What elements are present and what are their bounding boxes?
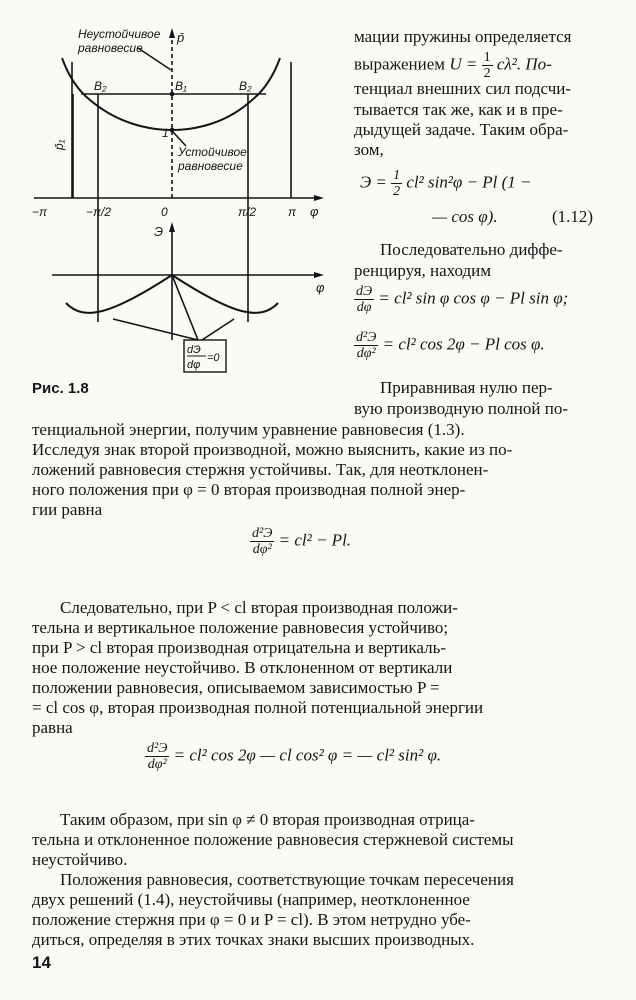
eq112-number: (1.12) xyxy=(552,207,594,226)
label-stable: Устойчивое xyxy=(178,145,247,159)
d2-frac xyxy=(354,330,378,361)
label-stable-2: равновесие xyxy=(178,159,243,173)
label-unstable-2: равновесие xyxy=(78,41,143,55)
body-p2-line-4: ное положение неустойчиво. В отклоненном от вертикали xyxy=(32,658,453,677)
derivative-1-equation xyxy=(354,284,568,315)
d2-rhs: = cl² cos 2φ − Pl cos φ. xyxy=(382,334,545,354)
stable-pointer xyxy=(173,132,186,146)
tick-pi: π xyxy=(288,205,297,219)
phi-arrow-top xyxy=(314,195,324,201)
body-p2-line-1: Следовательно, при P < cl вторая производная положи- xyxy=(60,598,458,617)
deriv-box-den: dφ xyxy=(187,359,201,371)
right-line-6: зом, xyxy=(354,140,384,159)
right-line-1: мации пружины определяется xyxy=(354,27,572,46)
d1-rhs: = cl² sin φ cos φ − Pl sin φ; xyxy=(378,288,569,308)
tick-neg-pi2: −π/2 xyxy=(86,205,112,219)
eqA-num: d²Э xyxy=(252,526,273,541)
d1-num: dЭ xyxy=(356,284,373,299)
equation-1-12-line-1 xyxy=(360,168,532,199)
label-unstable: Неустойчивое xyxy=(78,27,161,41)
right-para3-line-2: вую производную полной по- xyxy=(354,399,568,418)
label-point-1: 1 xyxy=(162,126,169,140)
d2-num: d²Э xyxy=(356,330,377,345)
page-number: 14 xyxy=(32,953,51,972)
frac-num: 1 xyxy=(483,50,491,65)
eq112-den: 2 xyxy=(393,184,401,199)
tick-zero: 0 xyxy=(161,205,168,219)
figure-caption: Рис. 1.8 xyxy=(32,380,89,397)
body-p1-line-1: тенциальной энергии, получим уравнение равновесия (1.3). xyxy=(32,420,465,439)
frac-den: 2 xyxy=(483,66,491,81)
body-p2-line-7: равна xyxy=(32,718,73,737)
label-b1: B₁ xyxy=(175,79,187,93)
unstable-pointer xyxy=(138,48,171,70)
eq112-b: cl² sin²φ − Pl (1 − xyxy=(406,172,532,192)
point-1 xyxy=(170,128,175,133)
eqB-num: d²Э xyxy=(147,741,168,756)
point-b1 xyxy=(170,92,175,97)
e-arrow xyxy=(169,222,175,232)
body-p4-line-4: диться, определяя в этих точках знаки высших производных. xyxy=(32,930,475,949)
right-para3-line-1: Приравнивая нулю пер- xyxy=(380,378,553,397)
label-p1: p̄₁ xyxy=(52,139,66,150)
body-p2-line-5: положении равновесия, описываемом зависимостью P = xyxy=(32,678,440,697)
eq112-frac xyxy=(391,168,402,199)
deriv-box-num: dЭ xyxy=(187,344,201,356)
eq112-num: 1 xyxy=(393,168,401,183)
right-line-2-post: cλ². По- xyxy=(496,54,552,74)
body-p4-line-2: двух решений (1.4), неустойчивы (например, неотклоненное xyxy=(32,890,470,909)
label-b2-left: B₂ xyxy=(94,79,107,93)
right-line-5: дыдущей задаче. Таким обра- xyxy=(354,120,569,139)
tick-pi2: π/2 xyxy=(238,205,257,219)
body-p3-line-3: неустойчиво. xyxy=(32,850,128,869)
body-p1-line-4: ного положения при φ = 0 вторая производная полной энер- xyxy=(32,480,466,499)
derivative-2-equation xyxy=(354,330,545,361)
equation-1-12-line-2 xyxy=(432,207,594,227)
d1-den: dφ xyxy=(356,300,372,315)
label-b2-right: B₂ xyxy=(239,79,252,93)
figure-1-8 xyxy=(26,22,356,402)
d2-den: dφ² xyxy=(356,346,376,361)
right-line-2-frac xyxy=(482,50,493,81)
leader-1 xyxy=(113,319,198,340)
p-arrow xyxy=(169,28,175,38)
equation-b xyxy=(145,741,441,772)
right-line-2 xyxy=(354,50,552,81)
right-para2-line-1: Последовательно диффе- xyxy=(380,240,563,259)
body-p4-line-1: Положения равновесия, соответствующие точкам пересечения xyxy=(60,870,514,889)
eqA-frac xyxy=(250,526,274,557)
eqB-frac xyxy=(145,741,169,772)
leader-3 xyxy=(202,319,234,340)
leader-2 xyxy=(172,275,198,340)
body-p3-line-2: тельна и отклоненное положение равновесия стержневой системы xyxy=(32,830,514,849)
eqB-rhs: = cl² cos 2φ — cl cos² φ = — cl² sin² φ. xyxy=(173,745,442,765)
right-line-3: тенциал внешних сил подсчи- xyxy=(354,79,572,98)
tick-neg-pi: −π xyxy=(32,205,48,219)
body-p2-line-3: при P > cl вторая производная отрицательна и вертикаль- xyxy=(32,638,447,657)
eq112-a: Э = xyxy=(360,172,392,192)
body-p2-line-6: = cl cos φ, вторая производная полной потенциальной энергии xyxy=(32,698,484,717)
label-axis-p: p̄ xyxy=(177,30,185,45)
right-line-2-pre: выражением xyxy=(354,54,446,74)
label-axis-e: Э xyxy=(154,224,164,239)
right-line-2-u: U = xyxy=(449,54,482,74)
body-p4-line-3: положение стержня при φ = 0 и P = cl). В этом нетрудно убе- xyxy=(32,910,471,929)
right-para2-line-2: ренцируя, находим xyxy=(354,261,492,280)
label-axis-phi-bottom: φ xyxy=(316,280,325,295)
deriv-box-eq: =0 xyxy=(207,352,220,364)
body-p1-line-3: ложений равновесия стержня устойчивы. Так, для неотклонен- xyxy=(32,460,489,479)
body-p1-line-2: Исследуя знак второй производной, можно выяснить, какие из по- xyxy=(32,440,513,459)
eqA-rhs: = cl² − Pl. xyxy=(278,530,352,550)
eq112-c: — cos φ). xyxy=(432,207,498,226)
d1-frac xyxy=(354,284,374,315)
phi-arrow-bottom xyxy=(314,272,324,278)
body-p1-line-5: гии равна xyxy=(32,500,103,519)
eqA-den: dφ² xyxy=(252,542,272,557)
eqB-den: dφ² xyxy=(147,757,167,772)
body-p3-line-1: Таким образом, при sin φ ≠ 0 вторая производная отрица- xyxy=(60,810,475,829)
body-p2-line-2: тельна и вертикальное положение равновесия устойчиво; xyxy=(32,618,449,637)
equation-a xyxy=(250,526,351,557)
label-axis-phi-top: φ xyxy=(310,204,319,219)
right-line-4: тывается так же, как и в пре- xyxy=(354,100,563,119)
